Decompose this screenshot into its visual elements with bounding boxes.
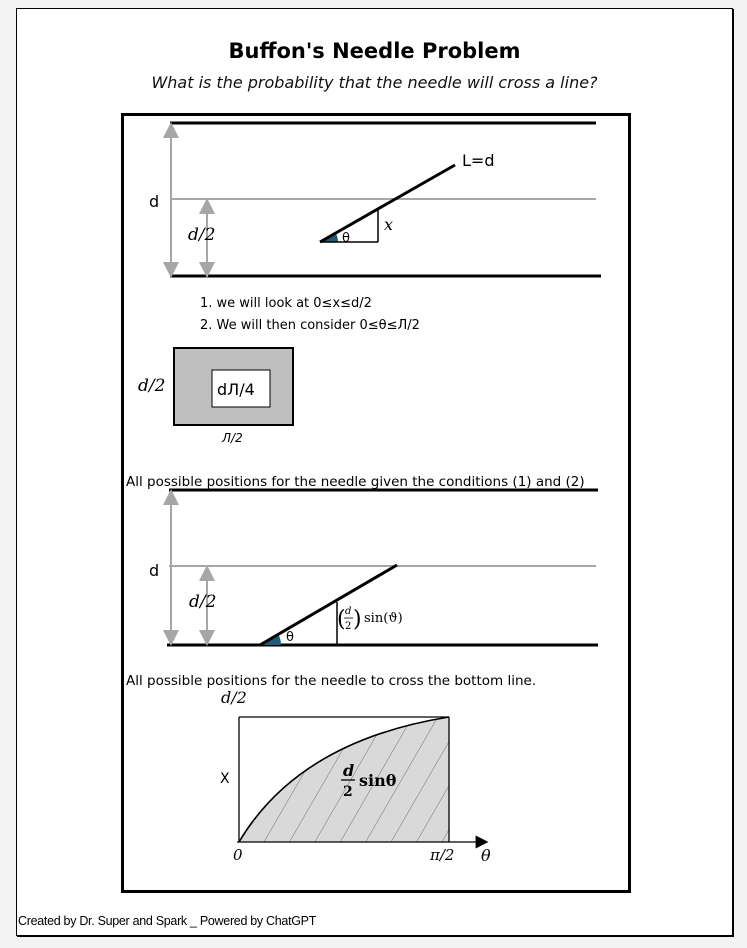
needle-length-label: L=d [462, 151, 495, 170]
y-axis-label: X [220, 771, 230, 787]
sin-function: sin(ϑ) [364, 611, 403, 626]
curve-numerator: d [343, 761, 355, 780]
diagram-canvas [124, 116, 628, 890]
curve-function: sinθ [359, 771, 397, 790]
sample-space-rectangle [138, 348, 293, 445]
condition-1: 1. we will look at 0≤x≤d/2 [200, 296, 372, 311]
probability-region-plot [220, 688, 491, 865]
diagram2-caption: All possible positions for the needle given the conditions (1) and (2) [126, 474, 585, 490]
x-axis-label: θ [481, 846, 491, 865]
theta-label: θ [286, 630, 294, 645]
frac-numerator: d [345, 606, 352, 617]
condition-2: 2. We will then consider 0≤θ≤Л/2 [200, 318, 420, 333]
x-end-label: π/2 [430, 846, 455, 864]
half-d-label: d/2 [188, 225, 216, 245]
x-origin-label: 0 [233, 846, 243, 864]
page-title: Buffon's Needle Problem [228, 39, 521, 63]
area-label: dЛ/4 [217, 380, 255, 399]
needle-diagram-1 [149, 123, 601, 276]
needle-diagram-2 [149, 490, 598, 645]
x-label: x [384, 215, 394, 234]
rect-width-label: Л/2 [222, 431, 243, 445]
paren-left: ( [337, 607, 346, 632]
footer-credit: Created by Dr. Super and Spark _ Powered by ChatGPT [18, 914, 317, 928]
needle [260, 565, 397, 645]
document-page [16, 8, 733, 936]
diagram-frame [121, 113, 631, 893]
rect-height-label: d/2 [138, 376, 166, 396]
d-label: d [149, 561, 160, 580]
y-top-label: d/2 [221, 688, 247, 707]
height-expression [337, 606, 403, 632]
d-label: d [149, 192, 160, 211]
theta-label: θ [342, 231, 350, 246]
paren-right: ) [353, 607, 362, 632]
curve-denominator: 2 [343, 784, 353, 800]
frac-denominator: 2 [345, 621, 352, 632]
page-subtitle: What is the probability that the needle will cross a line? [151, 73, 598, 92]
half-d-label: d/2 [189, 592, 217, 612]
diagram3-caption: All possible positions for the needle to cross the bottom line. [126, 673, 537, 689]
